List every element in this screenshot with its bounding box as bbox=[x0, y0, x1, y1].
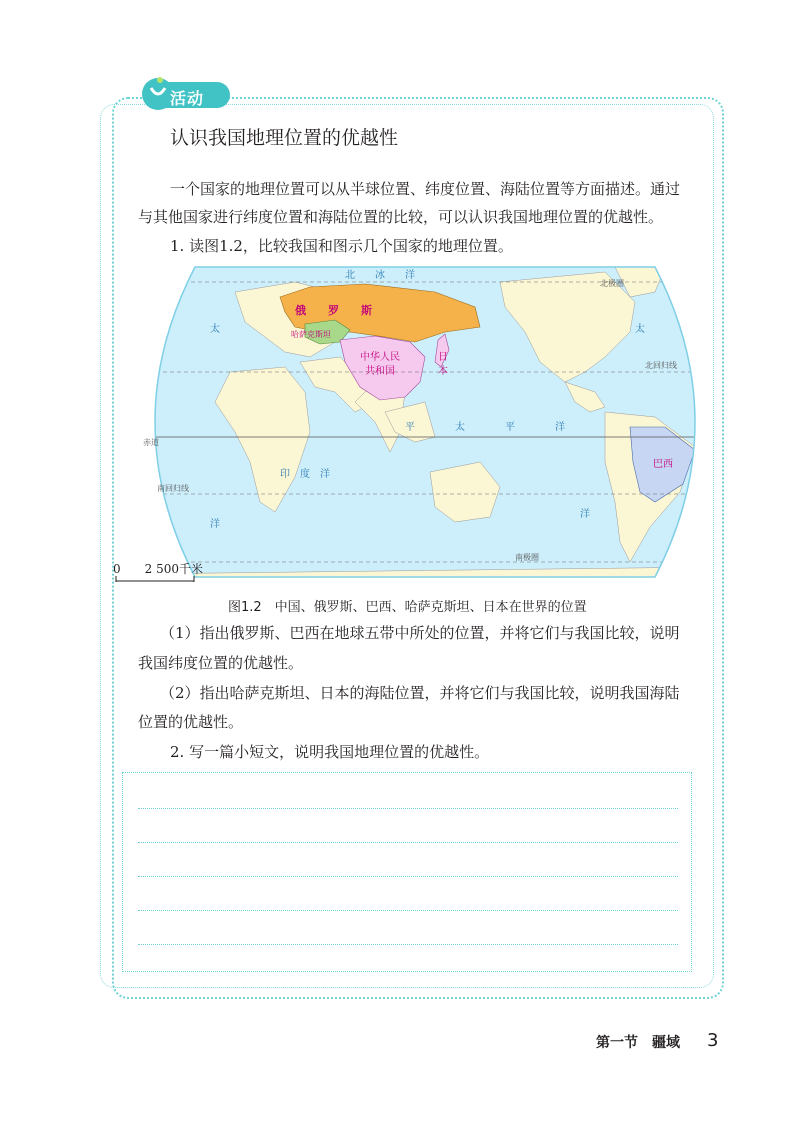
china-label-line1: 中华人民 bbox=[360, 352, 400, 363]
arctic-ocean-label: 北 冰 洋 bbox=[345, 270, 415, 281]
ocean-left-label: 洋 bbox=[210, 519, 220, 530]
page-number: 3 bbox=[707, 1030, 719, 1051]
task-2-text: 2. 写一篇小短文，说明我国地理位置的优越性。 bbox=[170, 743, 490, 761]
china-label-line2: 共和国 bbox=[365, 366, 395, 377]
pacific-left-1-label: 太 bbox=[210, 324, 220, 335]
answer-line[interactable] bbox=[138, 944, 678, 945]
pacific-center-label: 平 太 平 洋 bbox=[405, 422, 565, 433]
brazil-label: 巴西 bbox=[653, 459, 673, 470]
map-scale-bar bbox=[115, 576, 195, 582]
map-scale-label: 0 2 500千米 bbox=[113, 562, 203, 576]
tropic-cancer-label: 北回归线 bbox=[645, 361, 677, 370]
question-2-line-2: 位置的优越性。 bbox=[138, 713, 244, 731]
japan-label-line1: 日 bbox=[438, 352, 448, 363]
activity-badge-label: 活动 bbox=[170, 89, 205, 108]
answer-line[interactable] bbox=[138, 910, 678, 911]
equator-label: 赤道 bbox=[143, 438, 159, 447]
question-2-line-1: （2）指出哈萨克斯坦、日本的海陆位置，并将它们与我国比较，说明我国海陆 bbox=[160, 684, 680, 702]
indian-ocean-label: 印 度 洋 bbox=[280, 469, 330, 480]
ocean-right-label: 洋 bbox=[580, 509, 590, 520]
antarctic-circle-label: 南极圈 bbox=[515, 553, 539, 562]
answer-box[interactable] bbox=[122, 772, 692, 972]
answer-line[interactable] bbox=[138, 808, 678, 809]
question-1-line-2: 我国纬度位置的优越性。 bbox=[138, 654, 304, 672]
intro-line-2: 与其他国家进行纬度位置和海陆位置的比较，可以认识我国地理位置的优越性。 bbox=[138, 208, 664, 226]
footer-section-title: 第一节 疆域 bbox=[596, 1035, 680, 1051]
japan-label-line2: 本 bbox=[438, 366, 448, 377]
kazakhstan-label: 哈萨克斯坦 bbox=[291, 330, 331, 339]
answer-line[interactable] bbox=[138, 842, 678, 843]
question-1-line-1: （1）指出俄罗斯、巴西在地球五带中所处的位置，并将它们与我国比较，说明 bbox=[160, 624, 680, 642]
activity-heading: 认识我国地理位置的优越性 bbox=[170, 127, 399, 149]
intro-line-1: 一个国家的地理位置可以从半球位置、纬度位置、海陆位置等方面描述。通过 bbox=[170, 180, 681, 198]
tropic-capricorn-label: 南回归线 bbox=[157, 484, 189, 493]
pacific-right-1-label: 太 bbox=[635, 324, 645, 335]
map-caption: 图1.2 中国、俄罗斯、巴西、哈萨克斯坦、日本在世界的位置 bbox=[228, 600, 587, 615]
russia-label: 俄 罗 斯 bbox=[295, 304, 372, 317]
arctic-circle-label: 北极圈 bbox=[600, 279, 624, 288]
task-1-text: 1. 读图1.2，比较我国和图示几个国家的地理位置。 bbox=[170, 237, 513, 255]
answer-line[interactable] bbox=[138, 876, 678, 877]
world-map bbox=[135, 262, 715, 582]
